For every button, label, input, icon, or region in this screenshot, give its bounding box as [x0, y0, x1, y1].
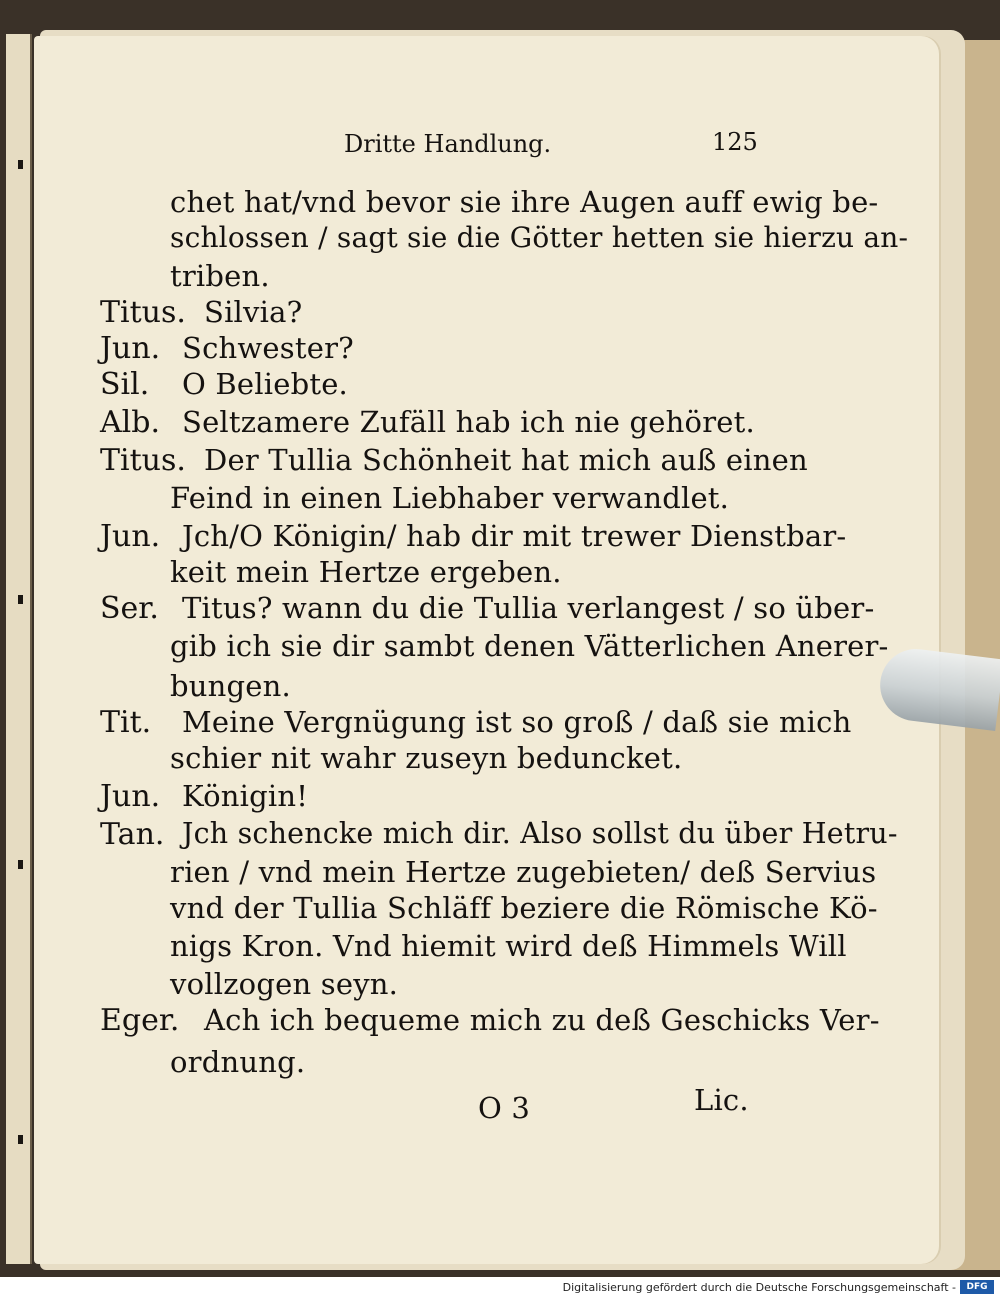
credit-text: Digitalisierung gefördert durch die Deutsche Forschungsgemeinschaft -	[562, 1281, 956, 1294]
text-line: Jch/O Königin/ hab dir mit trewer Dienstbar-	[182, 519, 847, 553]
text-line: Königin!	[182, 779, 309, 813]
text-line: rien / vnd mein Hertze zugebieten/ deß Servius	[170, 855, 877, 889]
text-line: vnd der Tullia Schläff beziere die Römische Kö-	[170, 891, 878, 925]
speaker-label: Jun.	[100, 779, 161, 814]
text-line: triben.	[170, 259, 270, 293]
text-line: Titus? wann du die Tullia verlangest / so über-	[182, 591, 875, 625]
text-line: nigs Kron. Vnd hiemit wird deß Himmels Will	[170, 929, 847, 963]
text-line: Meine Vergnügung ist so groß / daß sie mich	[182, 705, 852, 739]
text-line: Der Tullia Schönheit hat mich auß einen	[204, 443, 808, 477]
speaker-label: Sil.	[100, 367, 150, 402]
book-page	[34, 36, 939, 1264]
text-line: Ach ich bequeme mich zu deß Geschicks Ver-	[204, 1003, 880, 1037]
text-line: bungen.	[170, 669, 291, 703]
text-line: vollzogen seyn.	[170, 967, 399, 1001]
previous-page-edge	[6, 34, 32, 1264]
speaker-label: Jun.	[100, 519, 161, 554]
catchword: Lic.	[694, 1083, 749, 1117]
page-number: 125	[712, 128, 758, 156]
speaker-label: Titus.	[100, 443, 186, 478]
text-line: ordnung.	[170, 1045, 306, 1079]
text-line: Seltzamere Zufäll hab ich nie gehöret.	[182, 405, 755, 439]
running-title: Dritte Handlung.	[344, 130, 552, 158]
speaker-label: Eger.	[100, 1003, 180, 1038]
speaker-label: Tit.	[100, 705, 152, 740]
stitch-mark	[18, 860, 23, 869]
speaker-label: Jun.	[100, 331, 161, 366]
text-line: keit mein Hertze ergeben.	[170, 555, 562, 589]
text-line: O Beliebte.	[182, 367, 348, 401]
text-line: schlossen / sagt sie die Götter hetten sie hierzu an-	[170, 221, 909, 254]
stitch-mark	[18, 1135, 23, 1144]
signature-mark: O 3	[478, 1091, 531, 1125]
speaker-label: Alb.	[100, 405, 160, 440]
text-line: schier nit wahr zuseyn beduncket.	[170, 741, 683, 775]
speaker-label: Ser.	[100, 591, 159, 626]
text-line: Silvia?	[204, 295, 303, 329]
speaker-label: Titus.	[100, 295, 186, 330]
stitch-mark	[18, 595, 23, 604]
text-line: Jch schencke mich dir. Also sollst du über Hetru-	[182, 817, 898, 850]
text-line: gib ich sie dir sambt denen Vätterlichen Anerer-	[170, 629, 889, 663]
stitch-mark	[18, 160, 23, 169]
text-line: Feind in einen Liebhaber verwandlet.	[170, 481, 730, 515]
speaker-label: Tan.	[100, 817, 165, 852]
text-line: Schwester?	[182, 331, 354, 365]
text-line: chet hat/vnd bevor sie ihre Augen auff ewig be-	[170, 185, 879, 219]
dfg-logo: DFG	[960, 1280, 994, 1294]
